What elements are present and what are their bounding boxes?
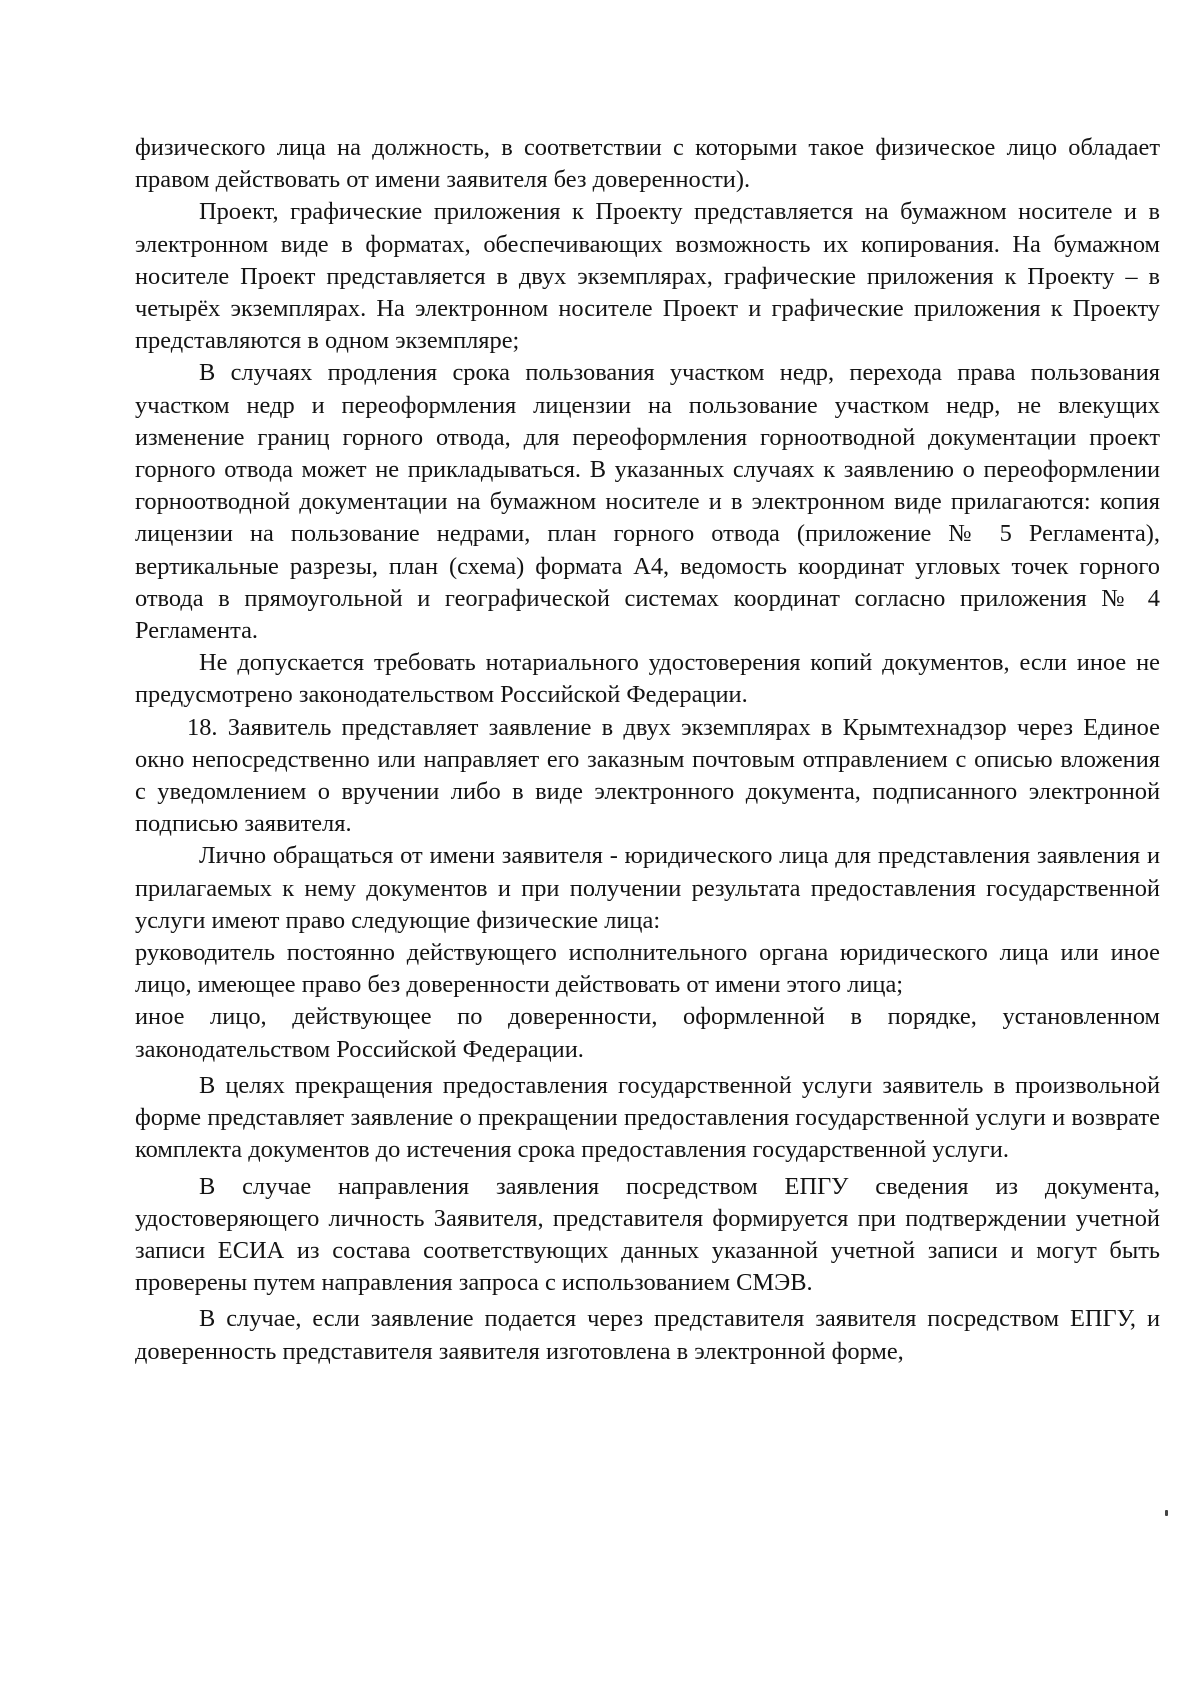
paragraph-list-head: руководитель постоянно действующего исполнительного органа юридического лица или иное лицо, имеющее право без доверенности действовать от имени этого лица;	[135, 939, 1160, 999]
paragraph-list-proxy: иное лицо, действующее по доверенности, оформленной в порядке, установленном законодательством Российской Федерации.	[135, 1003, 1160, 1063]
paragraph-personal-appeal: Лично обращаться от имени заявителя - юридического лица для представления заявления и прилагаемых к нему документов и при получении результата предоставления государственной услуги имеют право следующие физические лица:	[135, 842, 1160, 934]
paragraph-project-format: Проект, графические приложения к Проекту представляется на бумажном носителе и в электронном виде в форматах, обеспечивающих возможность их копирования. На бумажном носителе Проект представляется в двух экземплярах, графические приложения к Проекту – в четырёх экземплярах. На электронном носителе Проект и графические приложения к Проекту представляются в одном экземпляре;	[135, 198, 1160, 355]
paragraph-termination: В целях прекращения предоставления государственной услуги заявитель в произвольной форме представляет заявление о прекращении предоставления государственной услуги и возврате комплекта документов до истечения срока предоставления государственной услуги.	[135, 1071, 1160, 1164]
paragraph-epgu-representative: В случае, если заявление подается через представителя заявителя посредством ЕПГУ, и доверенность представителя заявителя изготовлена в электронной форме,	[135, 1305, 1160, 1365]
paragraph-continuation: физического лица на должность, в соответствии с которыми такое физическое лицо обладает правом действовать от имени заявителя без доверенности).	[135, 134, 1160, 194]
paragraph-epgu-identity: В случае направления заявления посредством ЕПГУ сведения из документа, удостоверяющего личность Заявителя, представителя формируется при подтверждении учетной записи ЕСИА из состава соответствующих данных указанной учетной записи и могут быть проверены путем направления запроса с использованием СМЭВ.	[135, 1172, 1160, 1297]
paragraph-license-renewal: В случаях продления срока пользования участком недр, перехода права пользования участком недр и переоформления лицензии на пользование участком недр, не влекущих изменение границ горного отвода, для переоформления горноотводной документации проект горного отвода может не прикладываться. В указанных случаях к заявлению о переоформлении горноотводной документации на бумажном носителе и в электронном виде прилагаются: копия лицензии на пользование недрами, план горного отвода (приложение № 5 Регламента), вертикальные разрезы, план (схема) формата А4, ведомость координат угловых точек горного отвода в прямоугольной и географической системах координат согласно приложения № 4 Регламента.	[135, 359, 1160, 645]
document-body	[135, 132, 1160, 1368]
paragraph-notary: Не допускается требовать нотариального удостоверения копий документов, если иное не предусмотрено законодательством Российской Федерации.	[135, 649, 1160, 709]
paragraph-clause-18: 18. Заявитель представляет заявление в двух экземплярах в Крымтехнадзор через Единое окно непосредственно или направляет его заказным почтовым отправлением с описью вложения с уведомлением о вручении либо в виде электронного документа, подписанного электронной подписью заявителя.	[135, 713, 1160, 838]
scan-mark	[1165, 1510, 1168, 1516]
